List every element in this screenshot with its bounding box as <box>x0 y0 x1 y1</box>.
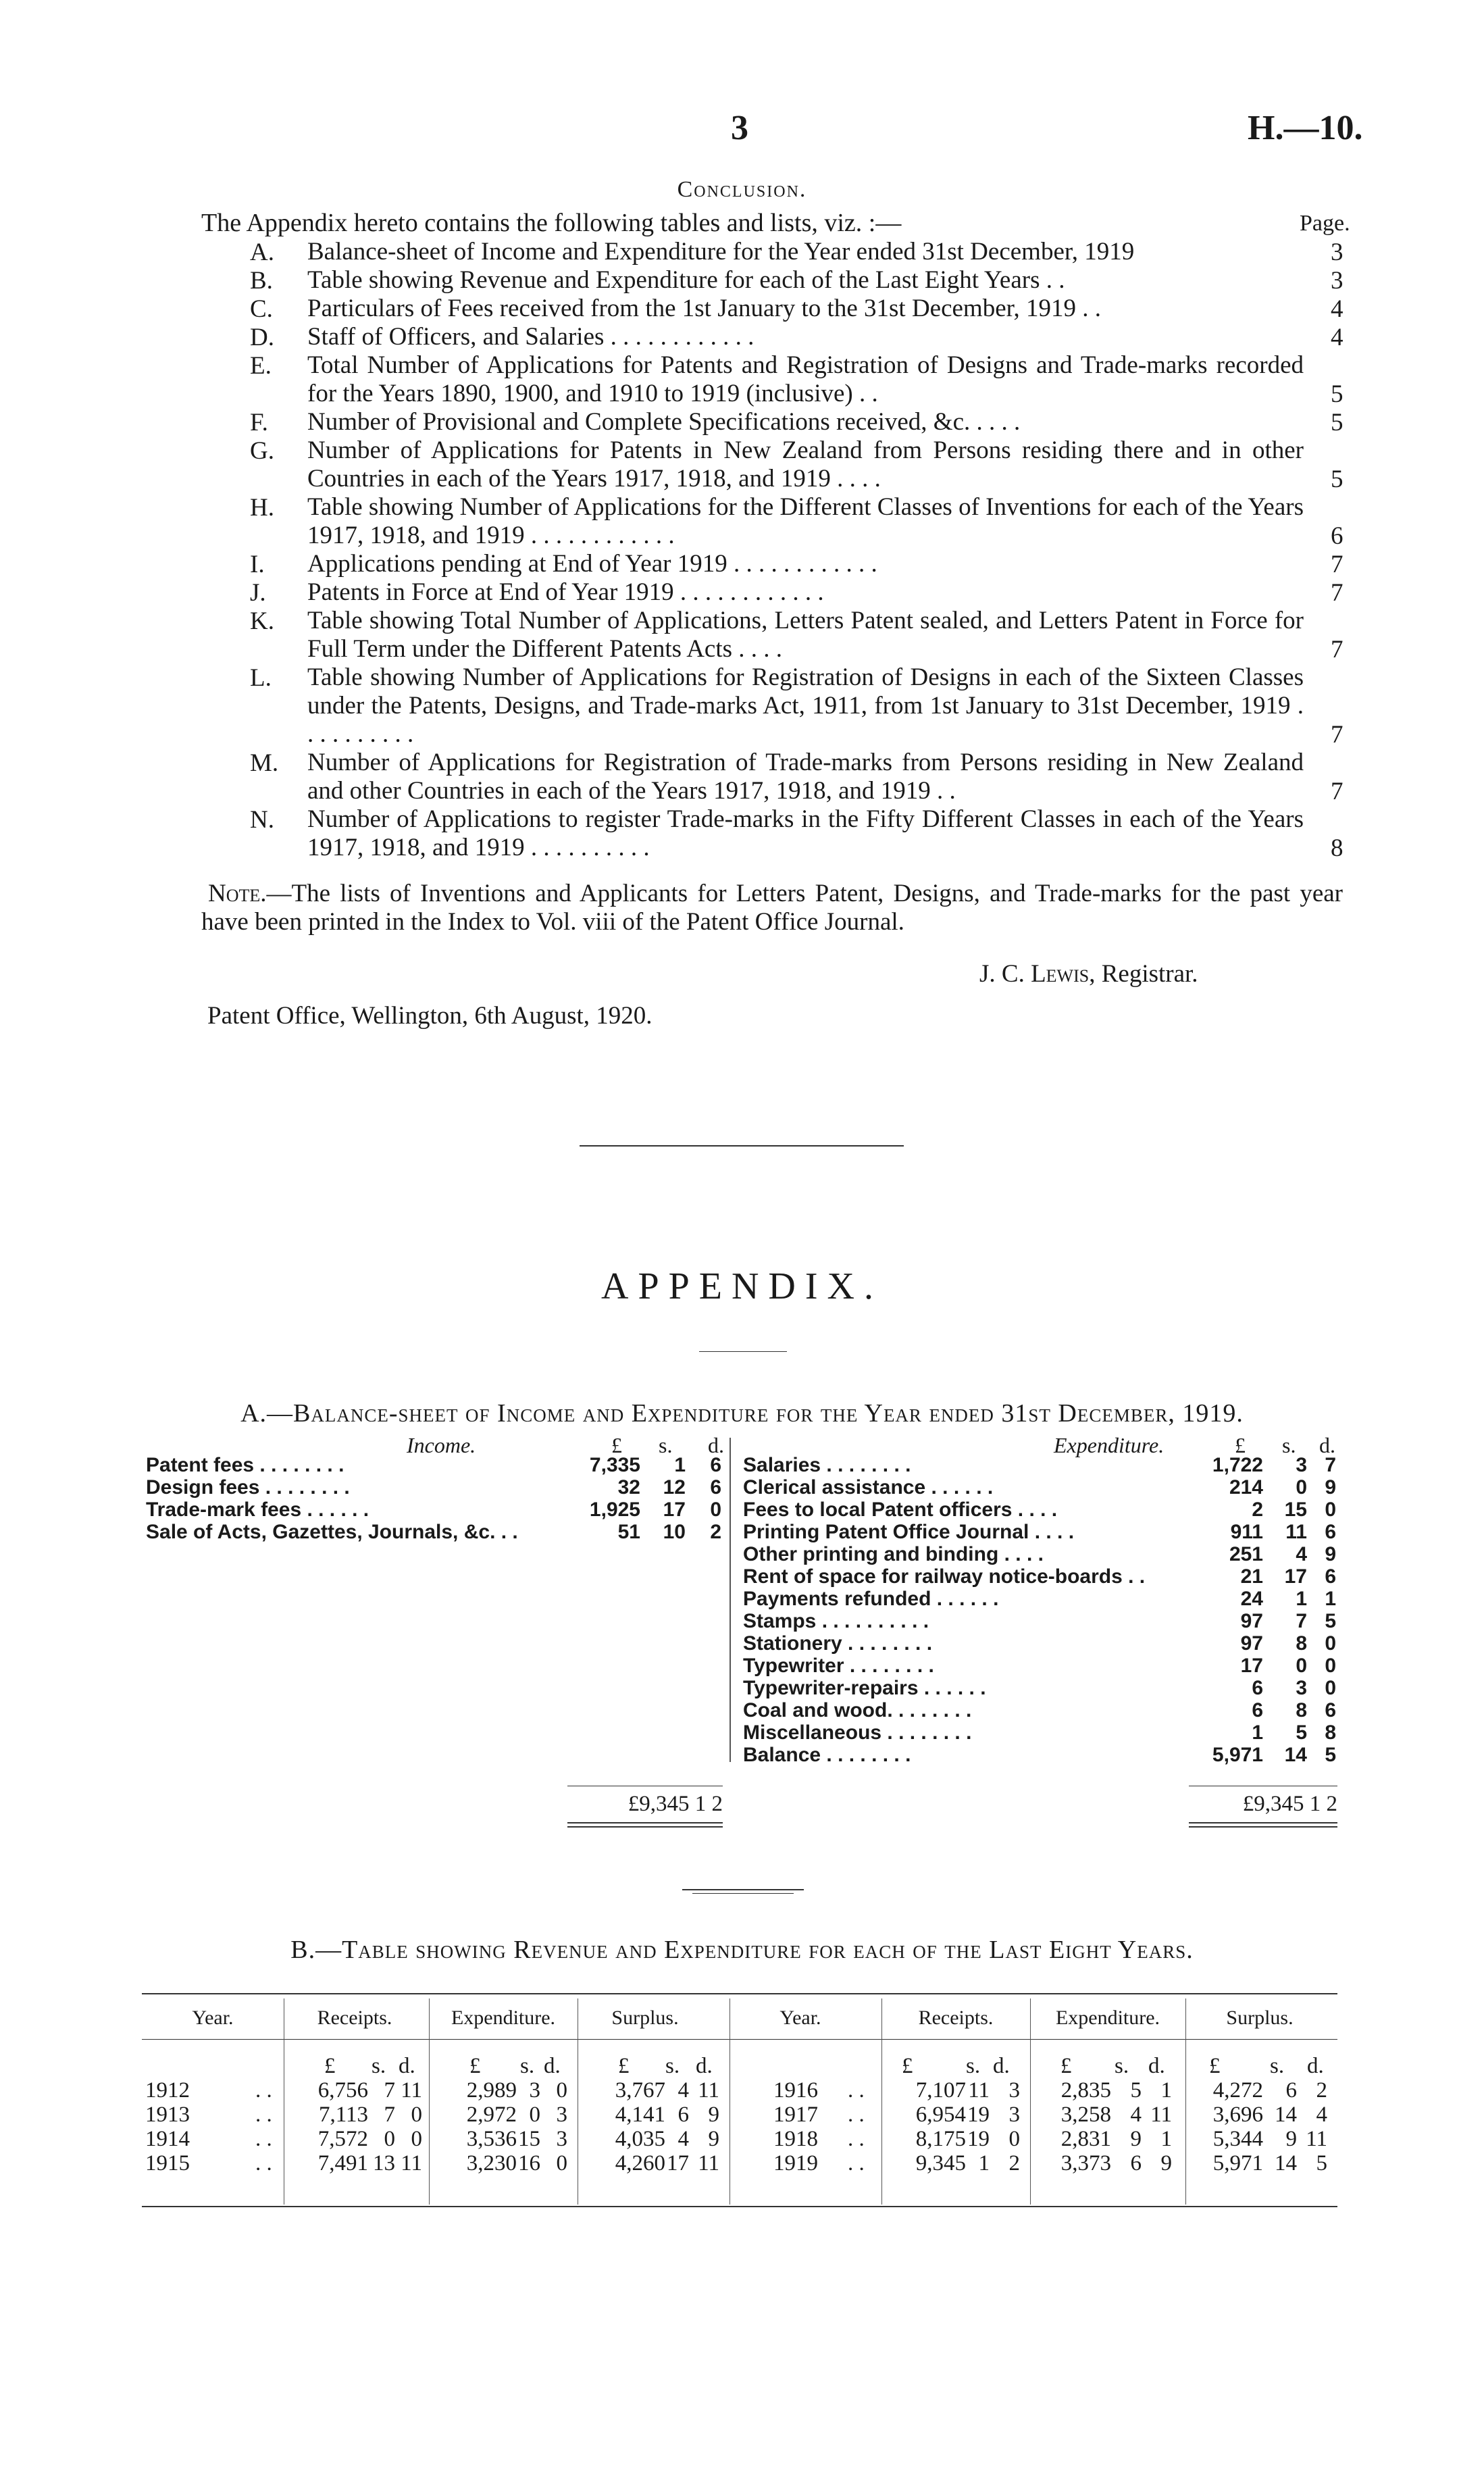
expenditure-label: Stamps . . . . . . . . . . <box>743 1610 929 1632</box>
table-b-title: B.—Table showing Revenue and Expenditure for each of the Last Eight Years. <box>290 1936 1194 1964</box>
income-shillings: 1 <box>674 1454 686 1476</box>
expenditure-label: Printing Patent Office Journal . . . . <box>743 1521 1075 1543</box>
table-b-shillings-header: s. <box>1270 2054 1285 2078</box>
contents-text: Particulars of Fees received from the 1st January to the 31st December, 1919 . . <box>307 295 1101 322</box>
table-b-year: 1913 <box>145 2103 190 2127</box>
expenditure-pounds: 17 <box>1240 1655 1263 1677</box>
table-b-pence-header: d. <box>399 2054 415 2078</box>
table-b-receipts-value: 7,113 <box>318 2103 368 2127</box>
table-b-surplus-value: 5,344 <box>1212 2127 1263 2151</box>
table-b-pounds-header: £ <box>1209 2054 1221 2078</box>
table-b-surplus-value: 3,767 <box>615 2078 665 2103</box>
table-b-receipts-value: 8,175 <box>915 2127 966 2151</box>
income-label: Patent fees . . . . . . . . <box>146 1454 344 1476</box>
table-b-surplus-value: 4,272 <box>1212 2078 1263 2103</box>
income-pounds: 1,925 <box>589 1499 640 1521</box>
contents-letter: K. <box>250 607 274 635</box>
expenditure-label: Other printing and binding . . . . <box>743 1543 1044 1565</box>
income-total: £9,345 1 2 <box>628 1792 723 1816</box>
contents-text: Total Number of Applications for Patents and Registration of Designs and Trade-marks recorded for the Years 1890, 1900, and 1910 to 1919 (inclusive) . . <box>307 351 1304 407</box>
table-b-header-rule <box>142 2039 1337 2040</box>
document-reference: H.—10. <box>1248 109 1363 147</box>
contents-text: Table showing Revenue and Expenditure for each of the Last Eight Years . . <box>307 266 1065 294</box>
expenditure-total-double-rule-2 <box>1189 1826 1337 1828</box>
expenditure-shillings: 14 <box>1284 1744 1307 1766</box>
expenditure-shillings: 0 <box>1296 1476 1307 1499</box>
income-label: Sale of Acts, Gazettes, Journals, &c. . . <box>146 1521 518 1543</box>
expenditure-pence: 6 <box>1325 1521 1336 1543</box>
table-b-column-header: Expenditure. <box>1055 2007 1160 2029</box>
section-divider <box>580 1145 904 1147</box>
income-total-double-rule-2 <box>567 1826 723 1828</box>
table-b-receipts-value: 0 <box>1008 2127 1020 2151</box>
table-b-surplus-value: 14 <box>1275 2151 1297 2175</box>
table-b-receipts-value: 0 <box>384 2127 395 2151</box>
table-b-year: 1912 <box>145 2078 190 2103</box>
contents-text: Number of Provisional and Complete Specifications received, &c. . . . . <box>307 408 1021 436</box>
table-b-surplus-value: 6 <box>677 2103 689 2127</box>
contents-page: 5 <box>1331 409 1344 436</box>
expenditure-label: Stationery . . . . . . . . <box>743 1632 933 1655</box>
contents-letter: B. <box>250 267 273 295</box>
expenditure-header: Expenditure. <box>1054 1433 1165 1457</box>
table-b-expenditure-value: 9 <box>1130 2127 1142 2151</box>
page-column-label: Page. <box>1300 211 1350 236</box>
contents-text: Balance-sheet of Income and Expenditure for the Year ended 31st December, 1919 <box>307 238 1135 266</box>
table-b-expenditure-value: 0 <box>556 2078 567 2103</box>
income-shillings: 12 <box>663 1476 686 1499</box>
appendix-underline <box>699 1351 787 1352</box>
table-b-column-header: Year. <box>779 2007 821 2029</box>
contents-letter: D. <box>250 324 274 351</box>
contents-text: Table showing Total Number of Applications, Letters Patent sealed, and Letters Patent in Force for Full Term under the Different Patents Acts . . . . <box>307 607 1304 663</box>
expenditure-pounds: 97 <box>1240 1632 1263 1655</box>
expenditure-pence: 5 <box>1325 1744 1336 1766</box>
expenditure-shillings: 3 <box>1296 1454 1307 1476</box>
income-header: Income. <box>407 1433 476 1457</box>
income-pence: 2 <box>710 1521 721 1543</box>
table-b-leader-dots: . . <box>848 2103 865 2127</box>
table-b-pounds-header: £ <box>1060 2054 1072 2078</box>
table-b-column-divider <box>881 1998 882 2205</box>
table-b-expenditure-value: 0 <box>556 2151 567 2175</box>
expenditure-pounds: 21 <box>1240 1565 1263 1588</box>
table-b-receipts-value: 0 <box>411 2103 422 2127</box>
contents-letter: G. <box>250 437 274 465</box>
expenditure-pounds: 1 <box>1252 1721 1263 1744</box>
table-b-leader-dots: . . <box>255 2151 272 2175</box>
income-total-double-rule-1 <box>567 1822 723 1823</box>
expenditure-label: Balance . . . . . . . . <box>743 1744 911 1766</box>
expenditure-shillings: 8 <box>1296 1699 1307 1721</box>
table-b-expenditure-value: 16 <box>518 2151 540 2175</box>
table-b-receipts-value: 6,954 <box>915 2103 966 2127</box>
contents-page: 3 <box>1331 267 1344 295</box>
table-b-surplus-value: 9 <box>1285 2127 1297 2151</box>
expenditure-pounds: 24 <box>1240 1588 1263 1610</box>
table-b-receipts-value: 7,491 <box>317 2151 368 2175</box>
expenditure-shillings: 1 <box>1296 1588 1307 1610</box>
income-shillings-header: s. <box>659 1433 673 1457</box>
contents-letter: N. <box>250 806 274 834</box>
contents-letter: I. <box>250 551 265 578</box>
expenditure-pounds: 5,971 <box>1212 1744 1263 1766</box>
table-b-expenditure-value: 3,373 <box>1060 2151 1111 2175</box>
expenditure-label: Typewriter-repairs . . . . . . <box>743 1677 986 1699</box>
table-b-pounds-header: £ <box>469 2054 481 2078</box>
expenditure-shillings: 15 <box>1284 1499 1307 1521</box>
income-pence: 6 <box>710 1454 721 1476</box>
note-paragraph <box>201 880 1343 936</box>
table-b-surplus-value: 4 <box>1316 2103 1327 2127</box>
office-date-line: Patent Office, Wellington, 6th August, 1920. <box>207 1002 653 1030</box>
expenditure-pence: 1 <box>1325 1588 1336 1610</box>
expenditure-pence: 0 <box>1325 1632 1336 1655</box>
table-b-expenditure-value: 3 <box>529 2078 540 2103</box>
table-b-surplus-value: 4 <box>677 2078 689 2103</box>
table-b-receipts-value: 3 <box>1008 2078 1020 2103</box>
contents-page: 7 <box>1331 636 1344 663</box>
table-b-surplus-value: 17 <box>667 2151 689 2175</box>
contents-page: 7 <box>1331 551 1344 578</box>
table-b-expenditure-value: 11 <box>1150 2103 1172 2127</box>
table-b-year: 1917 <box>773 2103 818 2127</box>
expenditure-shillings: 17 <box>1284 1565 1307 1588</box>
expenditure-total-double-rule-1 <box>1189 1822 1337 1823</box>
contents-page: 7 <box>1331 721 1344 749</box>
table-b-expenditure-value: 9 <box>1160 2151 1172 2175</box>
contents-letter: H. <box>250 494 274 522</box>
expenditure-pence: 0 <box>1325 1655 1336 1677</box>
contents-page: 5 <box>1331 465 1344 493</box>
expenditure-label: Rent of space for railway notice-boards . . <box>743 1565 1146 1588</box>
conclusion-intro: The Appendix hereto contains the following tables and lists, viz. :— <box>201 209 902 237</box>
contents-text: Table showing Number of Applications for Registration of Designs in each of the Sixteen Classes under the Patents, Designs, and Trade-marks Act, 1911, from 1st January to 31st December, 1919 . . . . . . . . . . <box>307 663 1304 748</box>
expenditure-pounds: 214 <box>1229 1476 1263 1499</box>
contents-text: Staff of Officers, and Salaries . . . . . . . . . . . . <box>307 323 754 351</box>
table-b-shillings-header: s. <box>372 2054 386 2078</box>
contents-page: 7 <box>1331 778 1344 805</box>
page-number: 3 <box>731 109 748 147</box>
expenditure-label: Payments refunded . . . . . . <box>743 1588 999 1610</box>
table-b-receipts-value: 6,756 <box>317 2078 368 2103</box>
contents-page: 6 <box>1331 522 1344 550</box>
contents-letter: J. <box>250 579 266 607</box>
table-b-top-rule <box>142 1993 1337 1994</box>
expenditure-pence: 0 <box>1325 1499 1336 1521</box>
contents-page: 8 <box>1331 834 1344 862</box>
signature <box>979 959 1198 988</box>
expenditure-pence: 7 <box>1325 1454 1336 1476</box>
expenditure-pounds: 6 <box>1252 1699 1263 1721</box>
table-b-receipts-value: 19 <box>967 2127 990 2151</box>
table-b-expenditure-value: 4 <box>1130 2103 1142 2127</box>
table-b-column-divider <box>429 1998 430 2205</box>
table-b-pence-header: d. <box>544 2054 561 2078</box>
table-b-receipts-value: 9,345 <box>915 2151 966 2175</box>
expenditure-pence: 9 <box>1325 1476 1336 1499</box>
table-b-surplus-value: 11 <box>1306 2127 1327 2151</box>
expenditure-pounds: 2 <box>1252 1499 1263 1521</box>
table-b-leader-dots: . . <box>848 2078 865 2103</box>
expenditure-label: Salaries . . . . . . . . <box>743 1454 911 1476</box>
table-b-leader-dots: . . <box>848 2127 865 2151</box>
table-b-expenditure-value: 2,831 <box>1060 2127 1111 2151</box>
income-label: Trade-mark fees . . . . . . <box>146 1499 369 1521</box>
table-b-receipts-value: 11 <box>401 2151 422 2175</box>
expenditure-label: Fees to local Patent officers . . . . <box>743 1499 1058 1521</box>
table-b-receipts-value: 2 <box>1008 2151 1020 2175</box>
contents-letter: M. <box>250 749 279 777</box>
table-b-column-header: Receipts. <box>317 2007 392 2029</box>
income-pence: 6 <box>710 1476 721 1499</box>
expenditure-pounds: 911 <box>1230 1521 1263 1543</box>
table-b-pounds-header: £ <box>902 2054 913 2078</box>
table-b-surplus-value: 4,260 <box>615 2151 665 2175</box>
table-b-receipts-value: 7,107 <box>915 2078 966 2103</box>
table-b-leader-dots: . . <box>255 2103 272 2127</box>
table-b-pence-header: d. <box>1307 2054 1324 2078</box>
expenditure-label: Miscellaneous . . . . . . . . <box>743 1721 972 1744</box>
table-b-expenditure-value: 2,989 <box>466 2078 517 2103</box>
expenditure-shillings-header: s. <box>1282 1433 1296 1457</box>
table-b-expenditure-value: 6 <box>1130 2151 1142 2175</box>
expenditure-pounds: 97 <box>1240 1610 1263 1632</box>
table-b-year: 1916 <box>773 2078 818 2103</box>
income-pounds: 51 <box>617 1521 640 1543</box>
expenditure-label: Coal and wood. . . . . . . . <box>743 1699 972 1721</box>
table-b-receipts-value: 1 <box>978 2151 990 2175</box>
table-b-expenditure-value: 0 <box>529 2103 540 2127</box>
table-b-surplus-value: 5,971 <box>1212 2151 1263 2175</box>
note-text: —The lists of Inventions and Applicants for Letters Patent, Designs, and Trade-marks for the past year have been printed in the Index to Vol. viii of the Patent Office Journal. <box>201 880 1343 936</box>
table-divider <box>682 1889 804 1890</box>
table-b-surplus-value: 9 <box>708 2103 719 2127</box>
table-b-expenditure-value: 1 <box>1160 2078 1172 2103</box>
table-b-column-header: Expenditure. <box>451 2007 556 2029</box>
contents-letter: A. <box>250 238 274 266</box>
expenditure-pence: 8 <box>1325 1721 1336 1744</box>
table-b-shillings-header: s. <box>520 2054 535 2078</box>
expenditure-shillings: 4 <box>1296 1543 1307 1565</box>
contents-page: 7 <box>1331 579 1344 607</box>
expenditure-pounds: 251 <box>1229 1543 1263 1565</box>
signature-name: J. C. Lewis <box>979 960 1090 988</box>
expenditure-pounds-header: £ <box>1235 1433 1246 1457</box>
contents-page: 3 <box>1331 238 1344 266</box>
table-b-pence-header: d. <box>993 2054 1010 2078</box>
contents-letter: L. <box>250 664 272 692</box>
contents-text: Patents in Force at End of Year 1919 . . . . . . . . . . . . <box>307 578 824 606</box>
table-b-column-header: Surplus. <box>1226 2007 1294 2029</box>
expenditure-total: £9,345 1 2 <box>1242 1792 1337 1816</box>
table-divider-short <box>692 1893 794 1894</box>
table-b-surplus-value: 6 <box>1285 2078 1297 2103</box>
expenditure-pence: 6 <box>1325 1565 1336 1588</box>
table-b-expenditure-value: 1 <box>1160 2127 1172 2151</box>
table-b-surplus-value: 3,696 <box>1212 2103 1263 2127</box>
expenditure-pounds: 1,722 <box>1212 1454 1263 1476</box>
table-b-expenditure-value: 3,230 <box>466 2151 517 2175</box>
table-b-receipts-value: 0 <box>411 2127 422 2151</box>
income-shillings: 17 <box>663 1499 686 1521</box>
income-shillings: 10 <box>663 1521 686 1543</box>
table-b-expenditure-value: 2,972 <box>466 2103 517 2127</box>
table-b-leader-dots: . . <box>848 2151 865 2175</box>
income-pounds: 7,335 <box>589 1454 640 1476</box>
table-b-surplus-value: 2 <box>1316 2078 1327 2103</box>
table-b-expenditure-value: 3,536 <box>466 2127 517 2151</box>
table-b-receipts-value: 3 <box>1008 2103 1020 2127</box>
contents-text: Number of Applications to register Trade-marks in the Fifty Different Classes in each of the Years 1917, 1918, and 1919 . . . . . . . . . . <box>307 805 1304 861</box>
conclusion-heading: Conclusion. <box>677 177 807 202</box>
table-b-column-header: Receipts. <box>918 2007 994 2029</box>
expenditure-pence: 0 <box>1325 1677 1336 1699</box>
expenditure-shillings: 7 <box>1296 1610 1307 1632</box>
table-b-receipts-value: 11 <box>401 2078 422 2103</box>
table-b-receipts-value: 7 <box>384 2078 395 2103</box>
table-b-year: 1914 <box>145 2127 190 2151</box>
expenditure-pence: 5 <box>1325 1610 1336 1632</box>
contents-letter: C. <box>250 295 273 323</box>
table-b-expenditure-value: 3,258 <box>1060 2103 1111 2127</box>
table-b-column-divider <box>1030 1998 1031 2205</box>
table-b-surplus-value: 4,035 <box>615 2127 665 2151</box>
contents-page: 4 <box>1331 324 1344 351</box>
table-b-expenditure-value: 2,835 <box>1060 2078 1111 2103</box>
table-b-expenditure-value: 3 <box>556 2103 567 2127</box>
table-b-surplus-value: 4,141 <box>615 2103 665 2127</box>
expenditure-shillings: 5 <box>1296 1721 1307 1744</box>
table-b-receipts-value: 13 <box>373 2151 395 2175</box>
table-b-year: 1919 <box>773 2151 818 2175</box>
table-b-shillings-header: s. <box>665 2054 680 2078</box>
expenditure-shillings: 0 <box>1296 1655 1307 1677</box>
contents-text: Number of Applications for Patents in New Zealand from Persons residing there and in other Countries in each of the Years 1917, 1918, and 1919 . . . . <box>307 436 1304 493</box>
table-b-surplus-value: 4 <box>677 2127 689 2151</box>
contents-letter: E. <box>250 352 272 380</box>
table-b-bottom-rule <box>142 2206 1337 2207</box>
table-b-receipts-value: 7,572 <box>317 2127 368 2151</box>
table-b-pounds-header: £ <box>324 2054 336 2078</box>
signature-title: , Registrar. <box>1089 960 1198 988</box>
table-b-surplus-value: 5 <box>1316 2151 1327 2175</box>
table-b-pence-header: d. <box>696 2054 713 2078</box>
contents-letter: F. <box>250 409 268 436</box>
income-label: Design fees . . . . . . . . <box>146 1476 350 1499</box>
income-pence: 0 <box>710 1499 721 1521</box>
column-divider <box>730 1438 731 1762</box>
income-pounds-header: £ <box>611 1433 622 1457</box>
table-b-surplus-value: 11 <box>698 2078 719 2103</box>
table-b-receipts-value: 7 <box>384 2103 395 2127</box>
note-label: Note. <box>208 880 267 907</box>
table-b-surplus-value: 11 <box>698 2151 719 2175</box>
expenditure-pence: 9 <box>1325 1543 1336 1565</box>
expenditure-shillings: 8 <box>1296 1632 1307 1655</box>
table-b-shillings-header: s. <box>966 2054 981 2078</box>
table-b-column-header: Year. <box>192 2007 234 2029</box>
table-b-surplus-value: 9 <box>708 2127 719 2151</box>
table-b-column-divider <box>1185 1998 1186 2205</box>
contents-text: Table showing Number of Applications for the Different Classes of Inventions for each of the Years 1917, 1918, and 1919 . . . . . . . . . . . . <box>307 493 1304 549</box>
expenditure-pence: 6 <box>1325 1699 1336 1721</box>
table-b-pounds-header: £ <box>618 2054 630 2078</box>
table-b-pence-header: d. <box>1148 2054 1165 2078</box>
table-b-expenditure-value: 3 <box>556 2127 567 2151</box>
table-b-expenditure-value: 15 <box>518 2127 540 2151</box>
table-b-leader-dots: . . <box>255 2078 272 2103</box>
appendix-title: APPENDIX. <box>601 1265 883 1307</box>
table-b-surplus-value: 14 <box>1275 2103 1297 2127</box>
expenditure-shillings: 11 <box>1285 1521 1307 1543</box>
contents-page: 5 <box>1331 380 1344 408</box>
expenditure-shillings: 3 <box>1296 1677 1307 1699</box>
expenditure-label: Typewriter . . . . . . . . <box>743 1655 934 1677</box>
table-b-shillings-header: s. <box>1115 2054 1129 2078</box>
expenditure-pounds: 6 <box>1252 1677 1263 1699</box>
income-pence-header: d. <box>708 1433 724 1457</box>
income-pounds: 32 <box>617 1476 640 1499</box>
table-b-receipts-value: 19 <box>967 2103 990 2127</box>
contents-text: Number of Applications for Registration of Trade-marks from Persons residing in New Zealand and other Countries in each of the Years 1917, 1918, and 1919 . . <box>307 749 1304 805</box>
table-b-year: 1915 <box>145 2151 190 2175</box>
table-b-receipts-value: 11 <box>968 2078 990 2103</box>
contents-text: Applications pending at End of Year 1919 . . . . . . . . . . . . <box>307 550 877 578</box>
expenditure-pence-header: d. <box>1319 1433 1335 1457</box>
table-a-title: A.—Balance-sheet of Income and Expenditure for the Year ended 31st December, 1919. <box>240 1399 1244 1428</box>
table-b-column-header: Surplus. <box>611 2007 679 2029</box>
table-b-leader-dots: . . <box>255 2127 272 2151</box>
expenditure-label: Clerical assistance . . . . . . <box>743 1476 994 1499</box>
table-b-expenditure-value: 5 <box>1130 2078 1142 2103</box>
contents-page: 4 <box>1331 295 1344 323</box>
table-b-year: 1918 <box>773 2127 818 2151</box>
